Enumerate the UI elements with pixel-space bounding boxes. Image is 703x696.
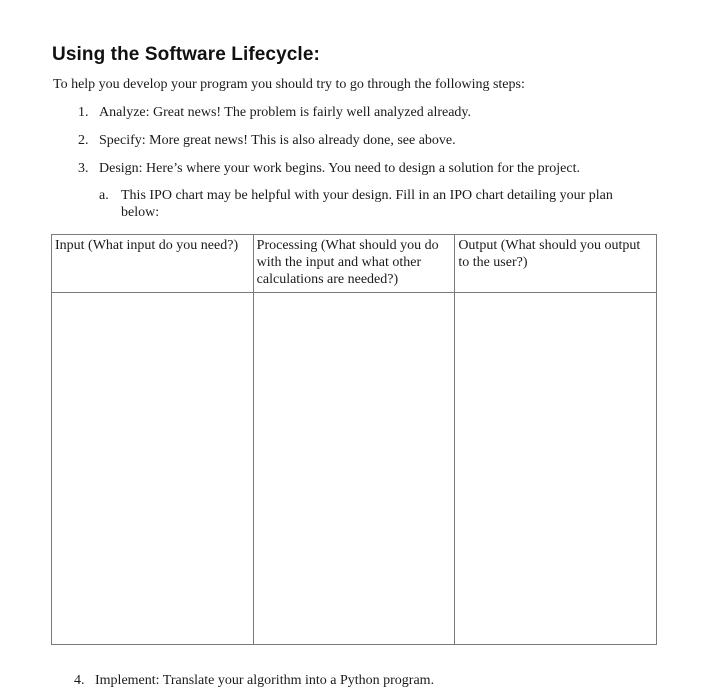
page-title: Using the Software Lifecycle:: [52, 44, 320, 65]
step-number: 4.: [74, 673, 85, 688]
ipo-header-input: Input (What input do you need?): [52, 235, 254, 293]
sub-step-ipo: [99, 187, 639, 221]
intro-text: To help you develop your program you should try to go through the following steps:: [53, 77, 525, 92]
step-text: Specify: More great news! This is also already done, see above.: [99, 133, 456, 148]
ipo-chart-table: [51, 234, 657, 645]
ipo-header-processing: Processing (What should you do with the input and what other calculations are needed?): [253, 235, 455, 293]
step-number: 1.: [78, 105, 89, 120]
ipo-cell-processing[interactable]: [253, 293, 455, 645]
step-text: Analyze: Great news! The problem is fairly well analyzed already.: [99, 105, 472, 120]
sub-step-letter: a.: [99, 188, 109, 203]
ipo-header-row: [52, 235, 657, 293]
step-design: [78, 160, 580, 177]
step-text: Design: Here’s where your work begins. You need to design a solution for the project.: [99, 161, 580, 176]
ipo-cell-input[interactable]: [52, 293, 254, 645]
ipo-body-row: [52, 293, 657, 645]
sub-step-text: This IPO chart may be helpful with your design. Fill in an IPO chart detailing your plan below:: [121, 188, 613, 220]
step-number: 3.: [78, 161, 89, 176]
step-implement: [74, 672, 434, 689]
step-specify: [78, 132, 456, 149]
step-analyze: [78, 104, 471, 121]
ipo-cell-output[interactable]: [455, 293, 657, 645]
ipo-header-output: Output (What should you output to the user?): [455, 235, 657, 293]
step-text: Implement: Translate your algorithm into a Python program.: [95, 673, 435, 688]
step-number: 2.: [78, 133, 89, 148]
